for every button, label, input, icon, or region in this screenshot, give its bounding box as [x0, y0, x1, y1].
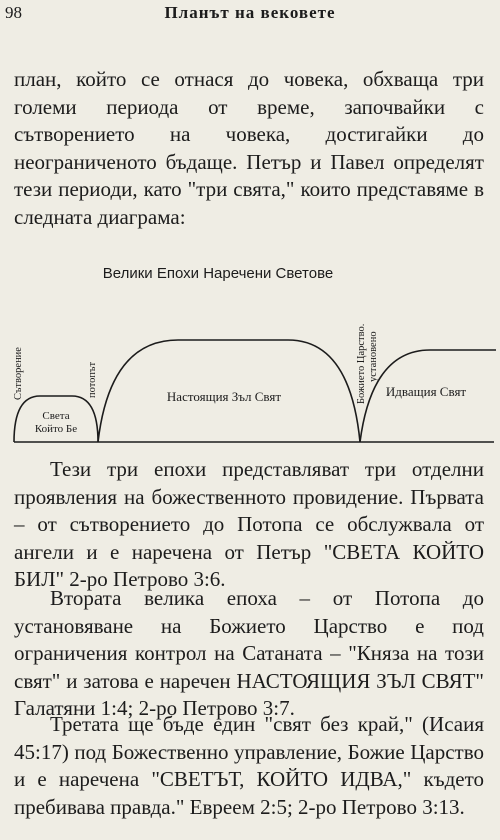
paragraph-first-age: Тези три епохи представляват три отделни проявления на божественното провидение. Първата – от сътворението до Потопа се обслужвала от ангели и е наречена от Петър "СВЕТА КОЙТО БИЛ" 2-ро Петрово 3:6. — [14, 457, 484, 591]
paragraph-intro: план, който се отнася до човека, обхваща три големи периода от време, започвайки с сътворението на човека, достигайки до неограниченото бъдаще. Петър и Павел определят тези периоди, като "три свята," които представяме в следната диаграма: — [14, 67, 484, 229]
diagram-title: Велики Епохи Наречени Светове — [102, 265, 334, 282]
page-header — [0, 0, 500, 30]
era2-label: Настоящия Зъл Свят — [166, 389, 282, 404]
running-title: Планът на вековете — [164, 3, 336, 22]
era1-label-line1: Света — [42, 410, 70, 422]
marker-kingdom-line2: установено — [368, 331, 379, 382]
era3-label: Идващия Свят — [385, 384, 467, 399]
era1-label-line2: Който Бе — [34, 423, 78, 435]
marker-creation: Сътворение — [13, 347, 24, 400]
paragraph-second-age: Втората велика епоха – от Потопа до установяване на Божието Царство е под ограничения контрол на Сатаната – "Княза на този свят" и затова е наречен НАСТОЯЩИЯ ЗЪЛ СВЯТ" Галатяни 1:4; 2-ро Петрово 3:7. — [14, 586, 484, 720]
page-number: 98 — [5, 3, 22, 22]
marker-flood: потопът — [87, 361, 98, 398]
ages-diagram — [0, 252, 500, 452]
paragraph-third-age: Третата ще бъде един "свят без край," (Исаия 45:17) под Божественно управление, Божие Царство и е наречена "СВЕТЪТ, КОЙТО ИДВА," където пребивава правда." Евреем 2:5; 2-ро Петрово 3:13. — [14, 712, 484, 819]
marker-kingdom-line1: Божието Царство. — [356, 323, 367, 404]
